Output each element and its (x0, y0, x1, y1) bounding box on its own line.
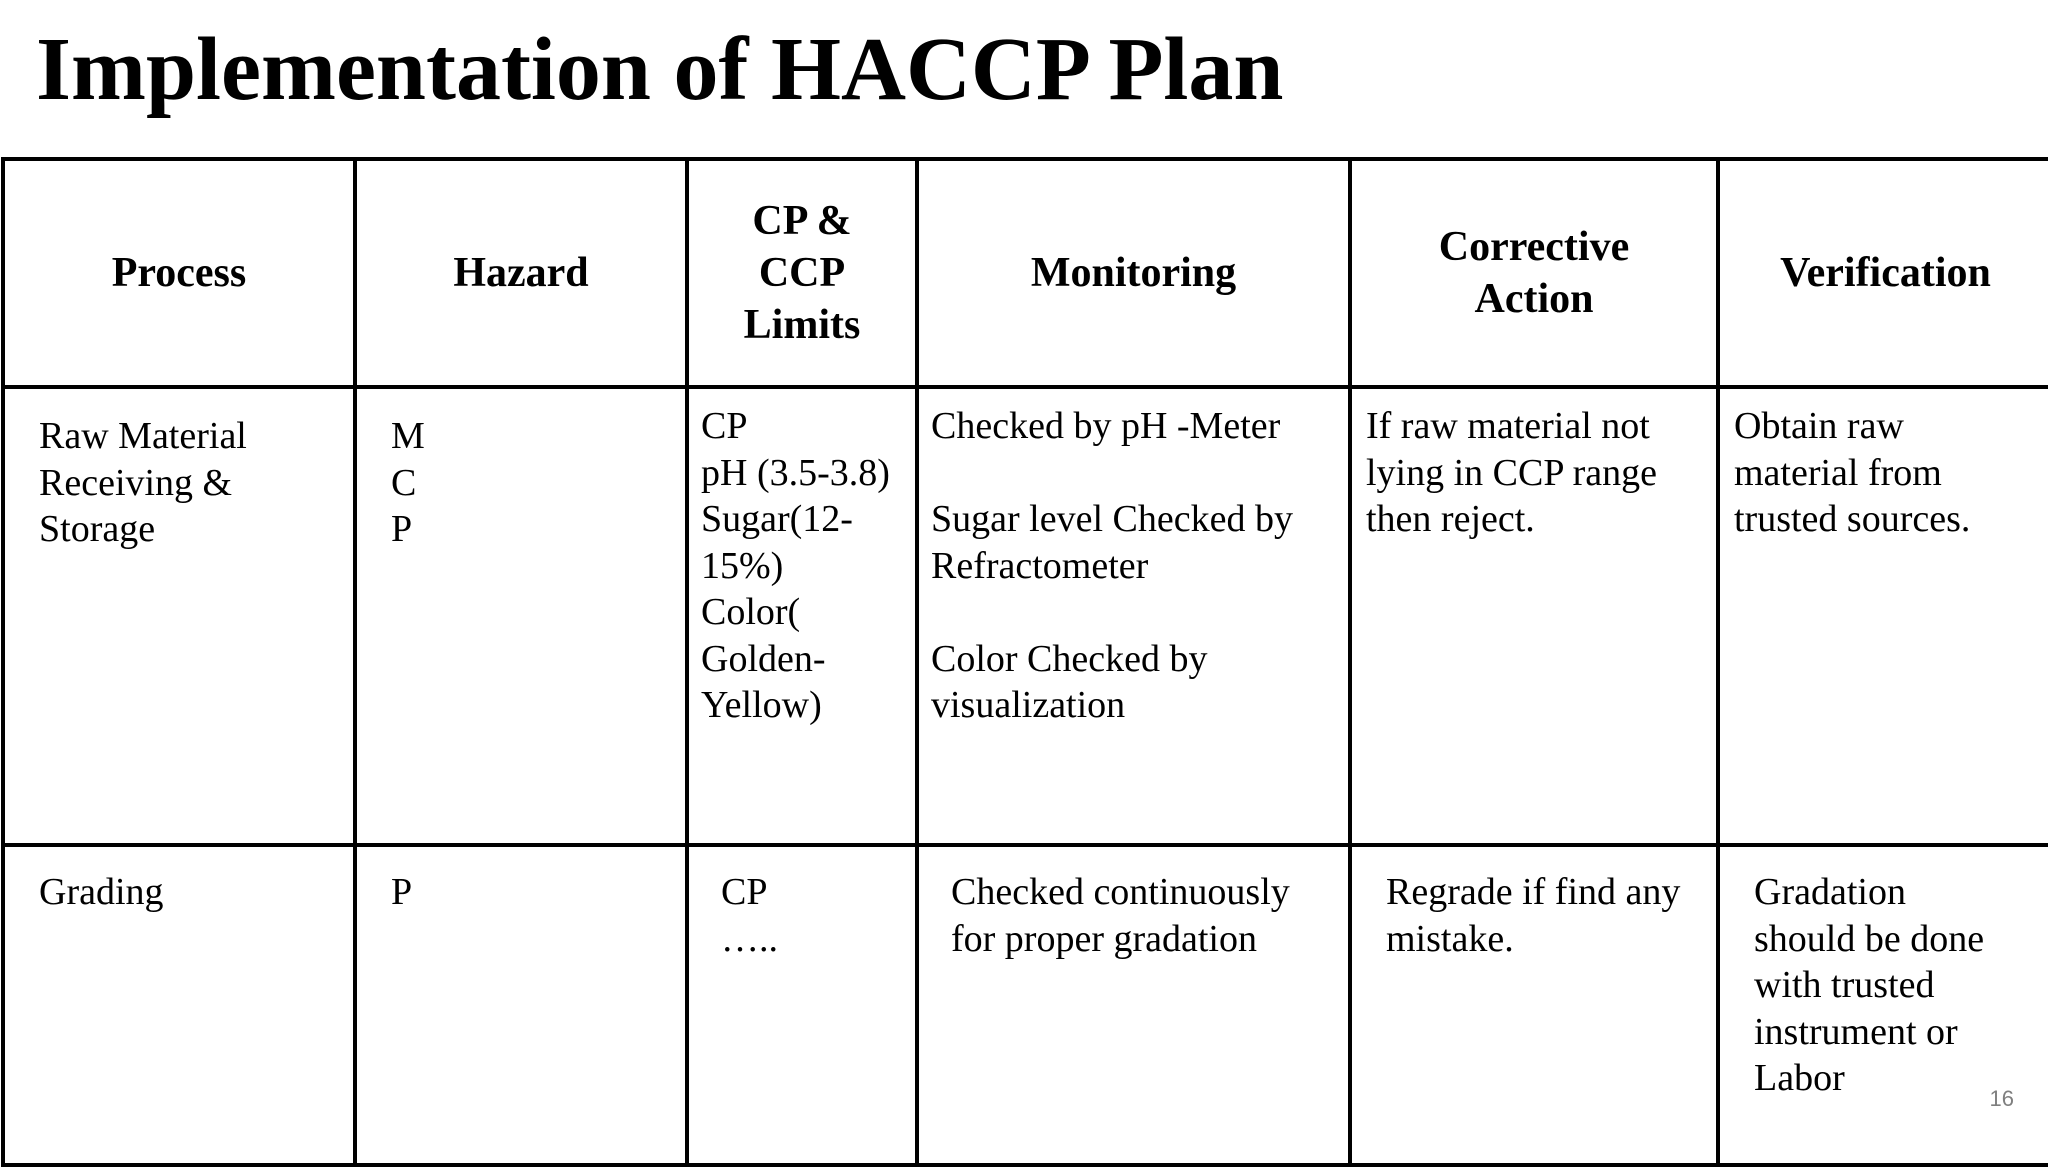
haccp-plan-table (1, 157, 2048, 1167)
cell-monitoring: Checked continuously for proper gradation (917, 845, 1350, 1165)
column-header-corrective-action: Corrective Action (1350, 159, 1718, 387)
table-row (3, 845, 2048, 1165)
page-number: 16 (1989, 1086, 2014, 1111)
column-header-verification: Verification (1718, 159, 2048, 387)
table-header-row (3, 159, 2048, 387)
column-header-monitoring: Monitoring (917, 159, 1350, 387)
cell-process: Grading (3, 845, 355, 1165)
cell-verification: Gradation should be done with trusted instrument or Labor (1718, 845, 2048, 1165)
cell-hazard: M C P (355, 387, 687, 845)
cell-hazard: P (355, 845, 687, 1165)
cell-process: Raw Material Receiving & Storage (3, 387, 355, 845)
cell-monitoring: Checked by pH -Meter Sugar level Checked by Refractometer Color Checked by visualization (917, 387, 1350, 845)
cell-limits: CP pH (3.5-3.8) Sugar(12- 15%) Color( Golden- Yellow) (687, 387, 917, 845)
column-header-limits: CP & CCP Limits (687, 159, 917, 387)
slide-title: Implementation of HACCP Plan (36, 20, 1284, 119)
cell-limits: CP ….. (687, 845, 917, 1165)
cell-corrective-action: If raw material not lying in CCP range then reject. (1350, 387, 1718, 845)
cell-verification: Obtain raw material from trusted sources. (1718, 387, 2048, 845)
column-header-hazard: Hazard (355, 159, 687, 387)
table-row (3, 387, 2048, 845)
column-header-process: Process (3, 159, 355, 387)
cell-corrective-action: Regrade if find any mistake. (1350, 845, 1718, 1165)
